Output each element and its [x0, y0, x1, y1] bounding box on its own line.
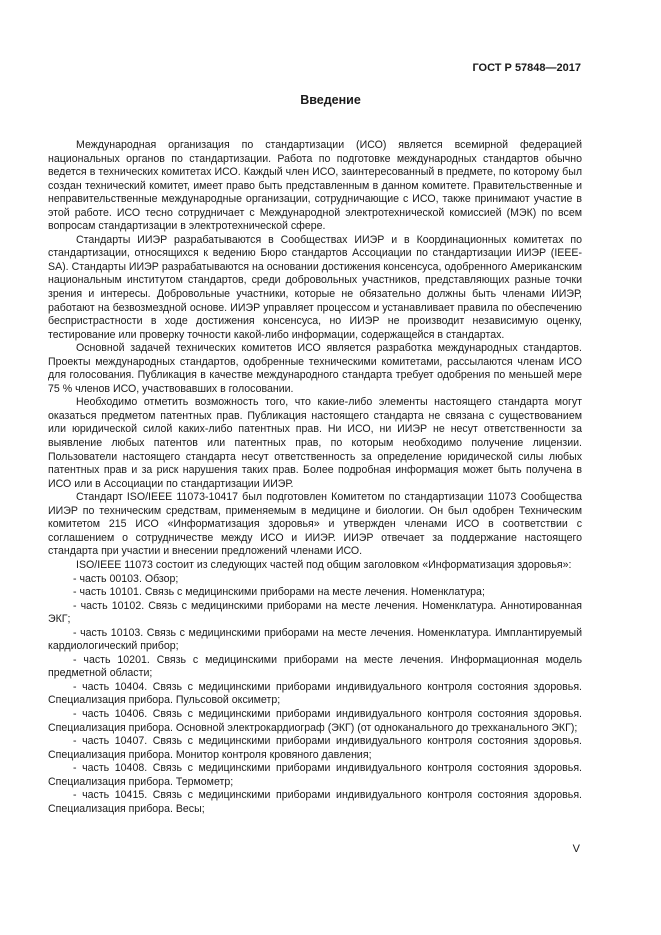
list-item: - часть 10408. Связь с медицинскими приборами индивидуального контроля состояния здоровья. Специализация прибора. Термометр;: [48, 762, 582, 788]
paragraph: Стандарты ИИЭР разрабатываются в Сообществах ИИЭР и в Координационных комитетах по стандартизации, относящихся к ведению Бюро стандартов Ассоциации по стандартизации ИИЭР (IEEE-SA). Стандарты ИИЭР разрабатываются на основании достижения консенсуса, одобренного Американским национальным институтом стандартов, среди добровольных участников, представляющих разные точки зрения и интересы. Добровольные участники, которые не обязательно должны быть членами ИИЭР, работают на безвозмездной основе. ИИЭР управляет процессом и устанавливает правила по обеспечению беспристрастности в ходе достижения консенсуса, но ИИЭР не производит независимую оценку, тестирование или проверку точности какой-либо информации, содержащейся в стандартах.: [48, 233, 582, 341]
paragraph: ISO/IEEE 11073 состоит из следующих частей под общим заголовком «Информатизация здоровья»:: [76, 558, 572, 571]
list-item: - часть 10103. Связь с медицинскими приборами на месте лечения. Номенклатура. Имплантируемый кардиологический прибор;: [48, 626, 582, 653]
paragraph: Стандарт ISO/IEEE 11073-10417 был подготовлен Комитетом по стандартизации 11073 Сообщества ИИЭР по техническим средствам, применяемым в медицине и биологии. Он был одобрен Техническим комитетом 215 ИСО «Информатизация здоровья» и утвержден членами ИСО в соответствии с соглашением о сотрудничестве между ИСО и ИИЭР. ИИЭР отвечает за поддержание настоящего стандарта при участии и внесении предложений членами ИСО.: [48, 491, 582, 558]
list-item: - часть 10415. Связь с медицинскими приборами индивидуального контроля состояния здоровья. Специализация прибора. Весы;: [48, 789, 582, 815]
section-title: Введение: [300, 93, 361, 107]
list-item: - часть 00103. Обзор;: [73, 572, 179, 585]
list-item: - часть 10407. Связь с медицинскими приборами индивидуального контроля состояния здоровья. Специализация прибора. Монитор контроля кровяного давления;: [48, 735, 582, 761]
page-number: V: [572, 843, 580, 855]
paragraph: Необходимо отметить возможность того, что какие-либо элементы настоящего стандарта могут оказаться предметом патентных прав. Публикация настоящего стандарта не связана с существованием или юридической силой каких-либо патентных прав. Ни ИСО, ни ИИЭР не несут ответственности за выявление любых патентов или патентных прав, по которым необходимо получение лицензии. Пользователи настоящего стандарта несут ответственность за определение юридической силы любых патентных прав и за риск нарушения таких прав. Более подробная информация может быть получена в ИСО или в Ассоциации по стандартизации ИИЭР.: [48, 396, 582, 490]
paragraph: Международная организация по стандартизации (ИСО) является всемирной федерацией национальных органов по стандартизации. Работа по подготовке международных стандартов обычно ведется в технических комитетах ИСО. Каждый член ИСО, заинтересованный в предмете, по которому был создан технический комитет, имеет право быть представленным в данном комитете. Правительственные и неправительственные международные организации, сотрудничающие с ИСО, также принимают участие в этой работе. ИСО тесно сотрудничает с Международной электротехнической комиссией (МЭК) по всем вопросам стандартизации в электротехнической сфере.: [48, 139, 582, 233]
list-item: - часть 10404. Связь с медицинскими приборами индивидуального контроля состояния здоровья. Специализация прибора. Пульсовой оксиметр;: [48, 680, 582, 707]
list-item: - часть 10101. Связь с медицинскими приборами на месте лечения. Номенклатура;: [73, 586, 485, 599]
list-item: - часть 10201. Связь с медицинскими приборами на месте лечения. Информационная модель предметной области;: [48, 653, 582, 680]
list-item: - часть 10406. Связь с медицинскими приборами индивидуального контроля состояния здоровья. Специализация прибора. Основной электрокардиограф (ЭКГ) (от одноканального до трехканального ЭКГ);: [48, 707, 582, 734]
list-item: - часть 10102. Связь с медицинскими приборами на месте лечения. Номенклатура. Аннотированная ЭКГ;: [48, 599, 582, 626]
document-body: [48, 139, 582, 816]
paragraph: Основной задачей технических комитетов ИСО является разработка международных стандартов. Проекты международных стандартов, одобренные техническими комитетами, рассылаются членам ИСО для голосования. Публикация в качестве международного стандарта требует одобрения по меньшей мере 75 % членов ИСО, участвовавших в голосовании.: [48, 342, 582, 395]
document-number: ГОСТ Р 57848—2017: [472, 62, 581, 74]
